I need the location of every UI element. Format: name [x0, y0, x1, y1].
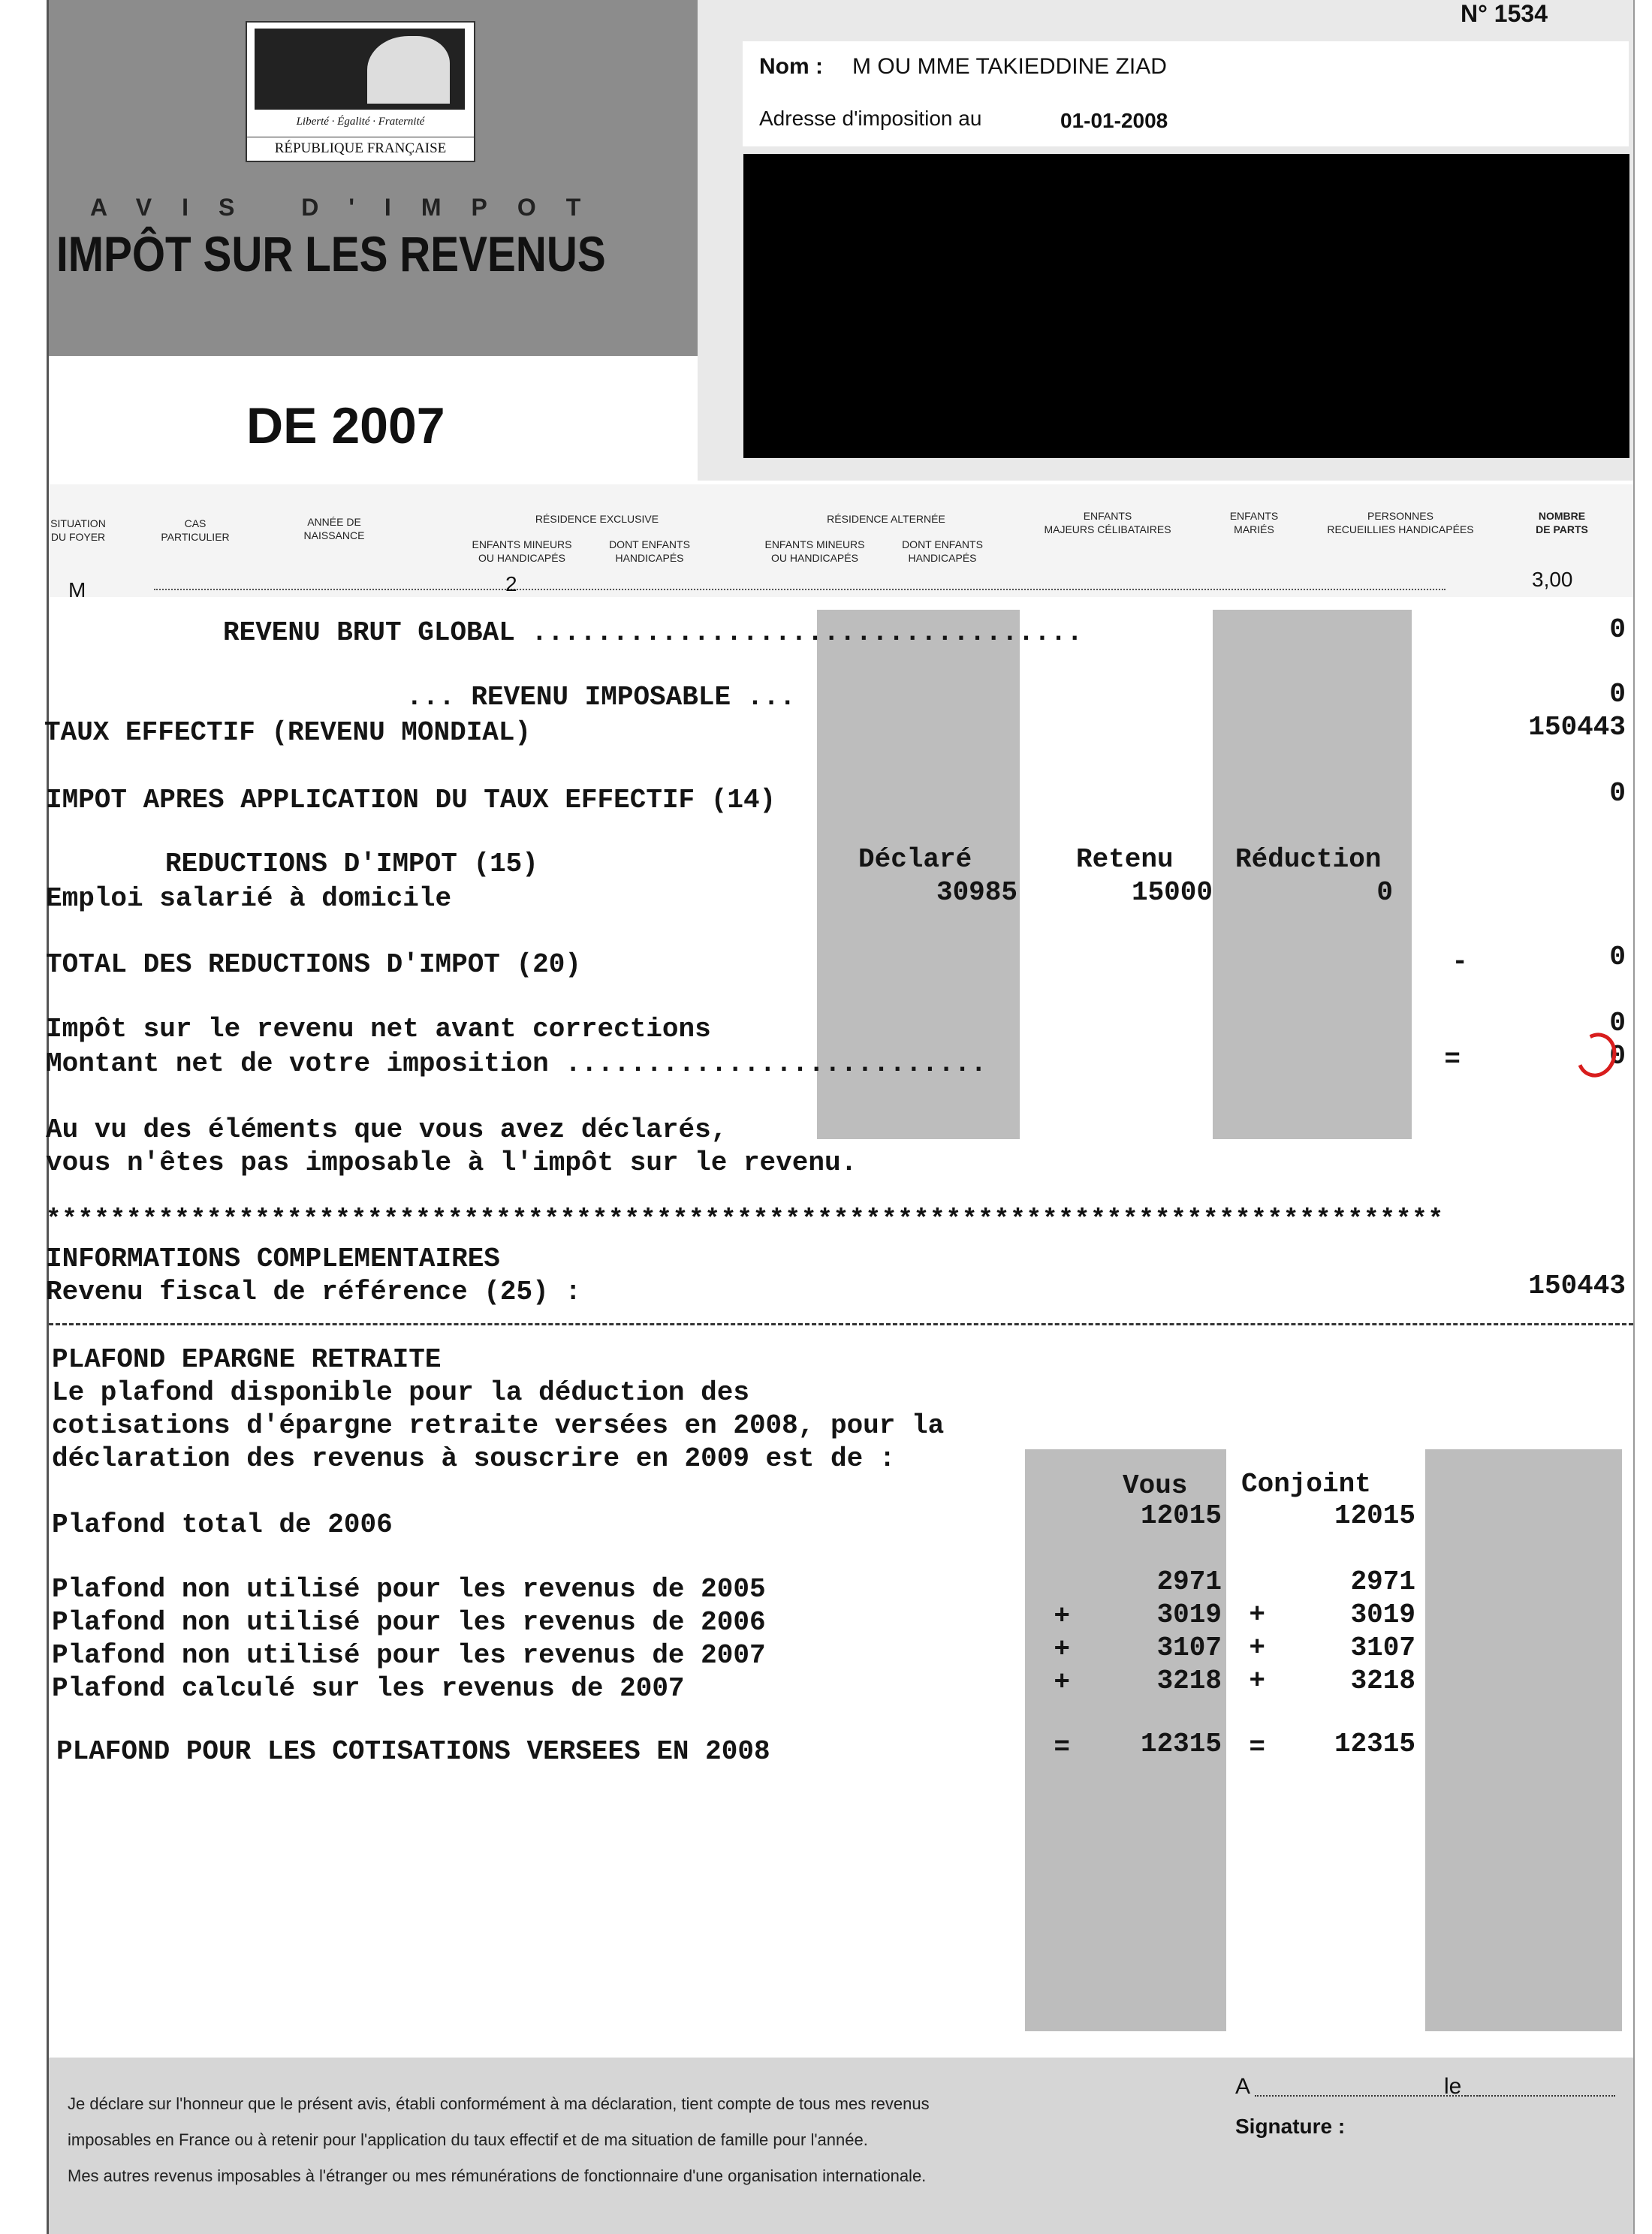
stars-separator: *************************************************************************************** [46, 1206, 1445, 1235]
plafond-row-vous: 3107 [1156, 1633, 1222, 1663]
label-alt-dont: DONT ENFANTS HANDICAPÉS [902, 538, 983, 564]
label-recueillies: PERSONNES RECUEILLIES HANDICAPÉES [1327, 510, 1474, 535]
logo-republique: RÉPUBLIQUE FRANÇAISE [247, 137, 474, 157]
plafond-row-vous: 3218 [1156, 1666, 1222, 1696]
label-residence-exclusive: RÉSIDENCE EXCLUSIVE [535, 513, 659, 525]
info-title: INFORMATIONS COMPLEMENTAIRES [46, 1244, 500, 1274]
plafond-row-vous: 2971 [1156, 1566, 1222, 1597]
plafond-row-label: Plafond total de 2006 [52, 1509, 393, 1540]
label-alt-enfants: ENFANTS MINEURS OU HANDICAPÉS [764, 538, 865, 564]
plafond-total-op: = [1054, 1732, 1070, 1762]
label-cas: CAS PARTICULIER [161, 517, 230, 543]
dashed-separator [49, 1323, 1633, 1325]
montant-net-label: Montant net de votre imposition .......................... [46, 1048, 987, 1079]
logo-motto: Liberté · Égalité · Fraternité [296, 116, 425, 128]
plafond-row-op: + [1249, 1599, 1265, 1630]
adresse-date: 01-01-2008 [1060, 109, 1168, 132]
enfants-value: 2 [505, 572, 517, 595]
plafond-row-conjoint: 2971 [1350, 1566, 1415, 1597]
plafond-row-op: + [1054, 1601, 1070, 1632]
shaded-column-conjoint [1425, 1449, 1622, 2031]
label-situation: SITUATION DU FOYER [50, 517, 106, 543]
non-imposable-line2: vous n'êtes pas imposable à l'impôt sur le revenu. [46, 1147, 858, 1178]
col-reduction: Réduction [1235, 844, 1382, 875]
label-annee: ANNÉE DE NAISSANCE [303, 516, 365, 541]
emploi-retenu: 15000 [1131, 877, 1213, 908]
label-excl-enfants: ENFANTS MINEURS OU HANDICAPÉS [472, 538, 572, 564]
rfr-label: Revenu fiscal de référence (25) : [46, 1277, 581, 1307]
label-excl-dont: DONT ENFANTS HANDICAPÉS [609, 538, 690, 564]
col-conjoint: Conjoint [1241, 1469, 1371, 1500]
parts-value: 3,00 [1532, 568, 1573, 591]
plafond-row-label: Plafond calculé sur les revenus de 2007 [52, 1673, 685, 1704]
revenu-imposable-value: 0 [1609, 679, 1626, 710]
status-field-ticks [154, 578, 1446, 590]
plafond-total-vous: 12315 [1140, 1729, 1222, 1759]
total-reductions-minus: - [1452, 946, 1468, 977]
impot-net-avant-label: Impôt sur le revenu net avant corrections [46, 1014, 711, 1045]
avis-impot-label: AVIS D'IMPOT [90, 194, 611, 221]
document-number: N° 1534 [1461, 0, 1548, 27]
impot-apres-value: 0 [1609, 778, 1626, 809]
plafond-row-op: + [1249, 1633, 1265, 1663]
footer-line1: Je déclare sur l'honneur que le présent avis, établi conformément à ma déclaration, tient compte de tous mes revenus [68, 2094, 930, 2113]
place-label: A [1235, 2074, 1251, 2099]
plafond-row-vous: 12015 [1140, 1500, 1222, 1531]
nom-value: M OU MME TAKIEDDINE ZIAD [852, 54, 1167, 79]
montant-net-value: 0 [1609, 1041, 1626, 1072]
situation-value: M [68, 578, 86, 601]
plafond-row-op: + [1054, 1667, 1070, 1698]
redacted-address [743, 154, 1629, 458]
revenu-imposable-label: ... REVENU IMPOSABLE ... [406, 682, 796, 713]
plafond-row-conjoint: 12015 [1334, 1500, 1415, 1531]
plafond-line3: déclaration des revenus à souscrire en 2009 est de : [52, 1443, 896, 1474]
non-imposable-line1: Au vu des éléments que vous avez déclarés, [46, 1114, 728, 1145]
marianne-emblem-icon [255, 29, 465, 110]
col-declare: Déclaré [858, 844, 972, 875]
plafond-total-op: = [1249, 1732, 1265, 1762]
emploi-label: Emploi salarié à domicile [46, 883, 452, 914]
impot-net-avant-value: 0 [1609, 1008, 1626, 1039]
tax-notice-page [44, 0, 1635, 2234]
reductions-title: REDUCTIONS D'IMPOT (15) [165, 849, 538, 879]
plafond-row-label: Plafond non utilisé pour les revenus de 2007 [52, 1640, 766, 1671]
emploi-declare: 30985 [936, 877, 1017, 908]
total-reductions-label: TOTAL DES REDUCTIONS D'IMPOT (20) [46, 949, 581, 980]
revenu-brut-value: 0 [1609, 614, 1626, 645]
plafond-line2: cotisations d'épargne retraite versées en 2008, pour la [52, 1410, 945, 1441]
taux-effectif-label: TAUX EFFECTIF (REVENU MONDIAL) [44, 717, 532, 748]
impot-apres-label: IMPOT APRES APPLICATION DU TAUX EFFECTIF (14) [46, 785, 776, 816]
document-title: IMPÔT SUR LES REVENUS [56, 226, 606, 282]
date-label: le [1444, 2074, 1462, 2099]
footer-line2: imposables en France ou à retenir pour l'application du taux effectif et de ma situation de famille pour l'année. [68, 2130, 868, 2149]
plafond-row-vous: 3019 [1156, 1599, 1222, 1630]
plafond-line1: Le plafond disponible pour la déduction des [52, 1377, 749, 1408]
plafond-row-conjoint: 3218 [1350, 1666, 1415, 1696]
footer-line3: Mes autres revenus imposables à l'étranger ou mes rémunérations de fonctionnaire d'une organisation internationale. [68, 2166, 927, 2185]
nom-label: Nom : [759, 54, 823, 79]
label-residence-alternee: RÉSIDENCE ALTERNÉE [827, 513, 945, 525]
adresse-label: Adresse d'imposition au [759, 107, 982, 130]
plafond-row-op: + [1054, 1634, 1070, 1665]
signature-label: Signature : [1235, 2115, 1346, 2138]
total-reductions-value: 0 [1609, 942, 1626, 972]
tax-year: DE 2007 [246, 397, 445, 454]
rfr-value: 150443 [1528, 1271, 1626, 1301]
plafond-title: PLAFOND EPARGNE RETRAITE [52, 1344, 442, 1375]
emploi-reduction: 0 [1376, 877, 1393, 908]
label-majeurs: ENFANTS MAJEURS CÉLIBATAIRES [1044, 510, 1171, 535]
date-field[interactable] [1465, 2095, 1615, 2097]
plafond-row-conjoint: 3019 [1350, 1599, 1415, 1630]
label-maries: ENFANTS MARIÉS [1229, 510, 1279, 535]
col-retenu: Retenu [1076, 844, 1174, 875]
label-parts: NOMBRE DE PARTS [1536, 510, 1588, 535]
taux-effectif-value: 150443 [1528, 712, 1626, 743]
republique-francaise-logo [246, 21, 475, 162]
revenu-brut-label: REVENU BRUT GLOBAL .................................. [223, 617, 1083, 648]
plafond-total-conjoint: 12315 [1334, 1729, 1415, 1759]
plafond-total-label: PLAFOND POUR LES COTISATIONS VERSEES EN 2008 [56, 1736, 770, 1767]
col-vous: Vous [1123, 1470, 1188, 1501]
plafond-row-label: Plafond non utilisé pour les revenus de 2006 [52, 1607, 766, 1638]
plafond-row-op: + [1249, 1666, 1265, 1696]
montant-net-equals: = [1444, 1044, 1461, 1075]
plafond-row-label: Plafond non utilisé pour les revenus de 2005 [52, 1574, 766, 1605]
plafond-row-conjoint: 3107 [1350, 1633, 1415, 1663]
